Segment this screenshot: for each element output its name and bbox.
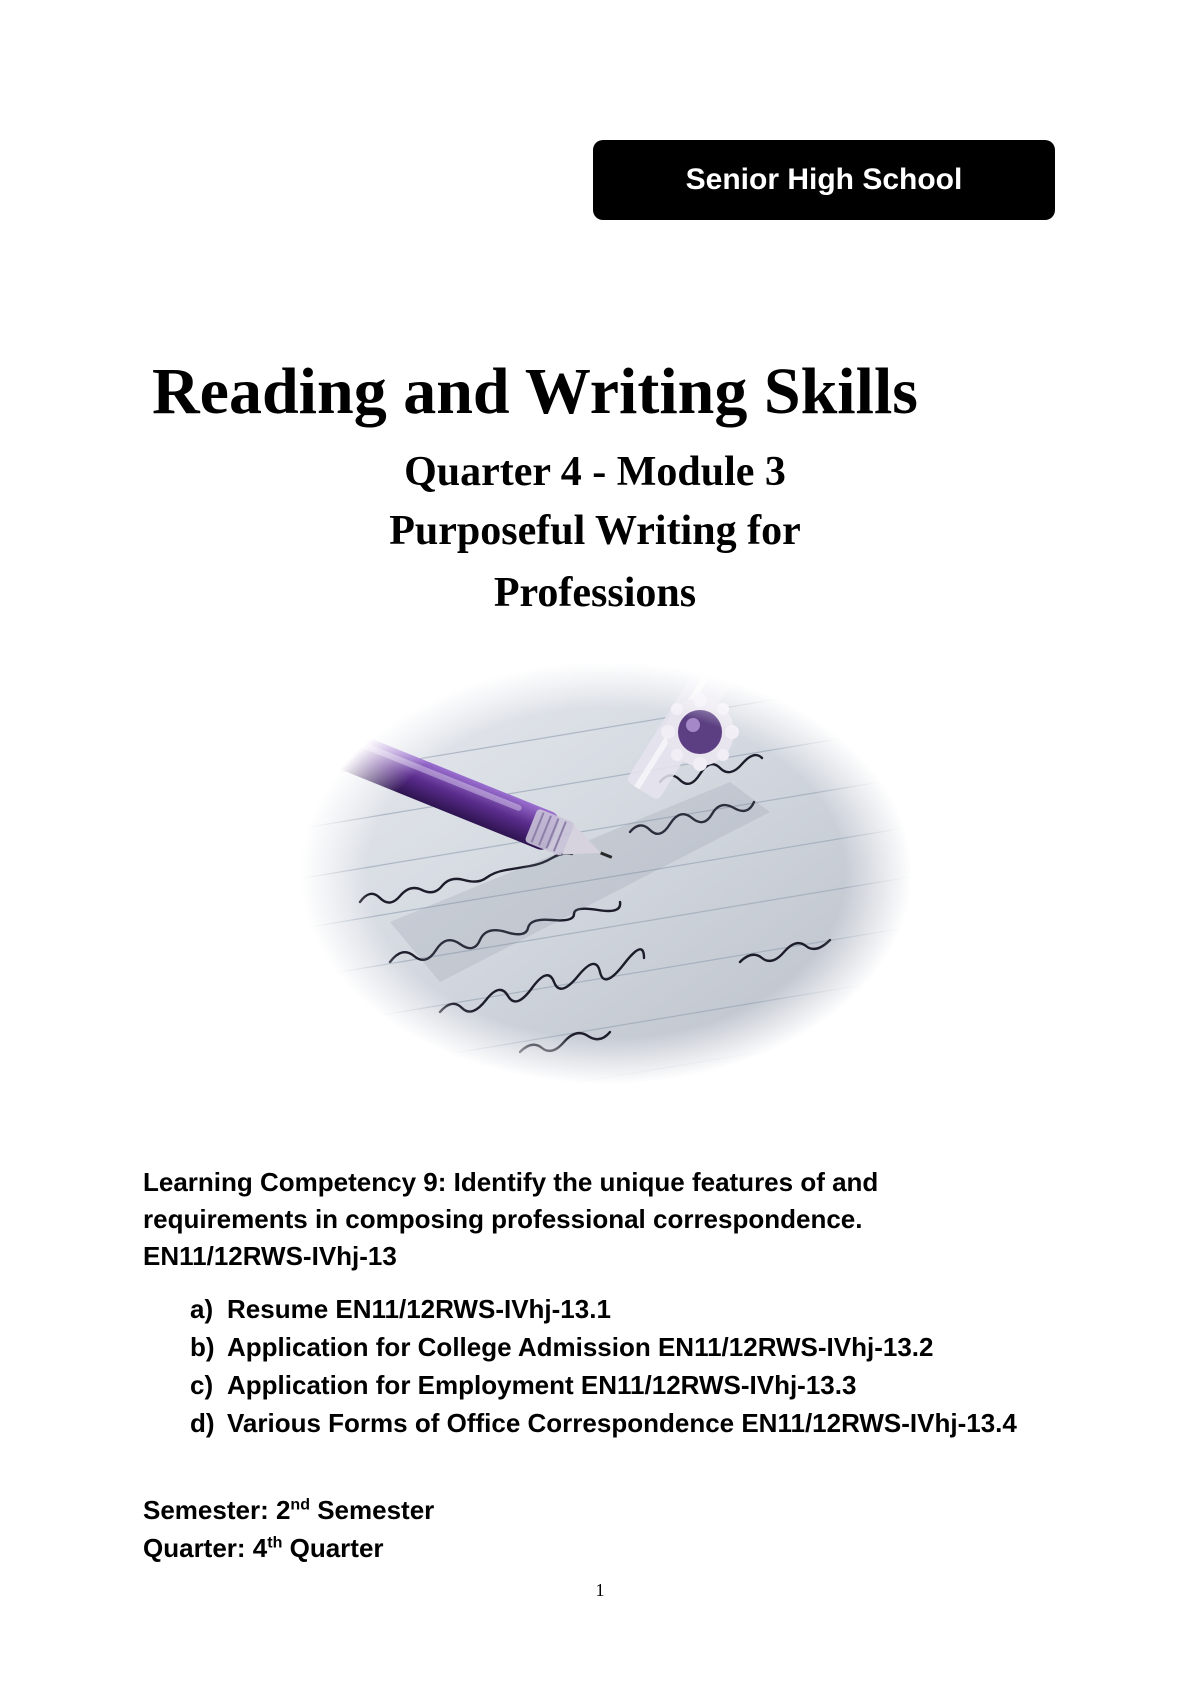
- list-item: [190, 1366, 1070, 1404]
- list-marker: b): [190, 1332, 215, 1362]
- semester-ordinal-suffix: nd: [290, 1496, 310, 1514]
- list-item-text: Application for College Admission EN11/12RWS-IVhj-13.2: [227, 1332, 934, 1362]
- semester-rest: Semester: [309, 1495, 435, 1525]
- cover-image: [300, 662, 912, 1084]
- list-item-text: Resume EN11/12RWS-IVhj-13.1: [227, 1294, 611, 1324]
- competency-line-1: Learning Competency 9: Identify the unique features of and: [143, 1167, 879, 1197]
- module-subtitle-quarter: Quarter 4 - Module 3: [404, 449, 786, 495]
- list-marker: c): [190, 1370, 214, 1400]
- list-item-text: Application for Employment EN11/12RWS-IVhj-13.3: [227, 1370, 857, 1400]
- list-item: [190, 1328, 1070, 1366]
- senior-high-school-badge: [593, 140, 1055, 220]
- page-number: 1: [595, 1580, 605, 1600]
- list-item: [190, 1290, 1070, 1328]
- quarter-label: Quarter: 4: [143, 1533, 268, 1563]
- competency-items-list: [190, 1290, 1070, 1442]
- list-item-text: Various Forms of Office Correspondence EN11/12RWS-IVhj-13.4: [227, 1408, 1017, 1438]
- list-marker: a): [190, 1294, 214, 1324]
- list-item: [190, 1404, 1070, 1442]
- semester-label: Semester: 2: [143, 1495, 291, 1525]
- semester-line: [143, 1492, 843, 1529]
- quarter-line: [143, 1530, 843, 1567]
- quarter-ordinal-suffix: th: [267, 1534, 283, 1552]
- module-subtitle-topic-line1: Purposeful Writing for: [389, 508, 801, 554]
- module-title: Reading and Writing Skills: [152, 355, 918, 428]
- pen-on-handwritten-page-illustration: [300, 662, 912, 1084]
- learning-competency: [143, 1164, 1063, 1275]
- quarter-rest: Quarter: [282, 1533, 384, 1563]
- list-marker: d): [190, 1408, 215, 1438]
- competency-code: EN11/12RWS-IVhj-13: [143, 1241, 397, 1271]
- badge-label: Senior High School: [685, 163, 963, 196]
- module-subtitle-topic-line2: Professions: [493, 570, 697, 616]
- competency-line-2: requirements in composing professional correspondence.: [143, 1204, 863, 1234]
